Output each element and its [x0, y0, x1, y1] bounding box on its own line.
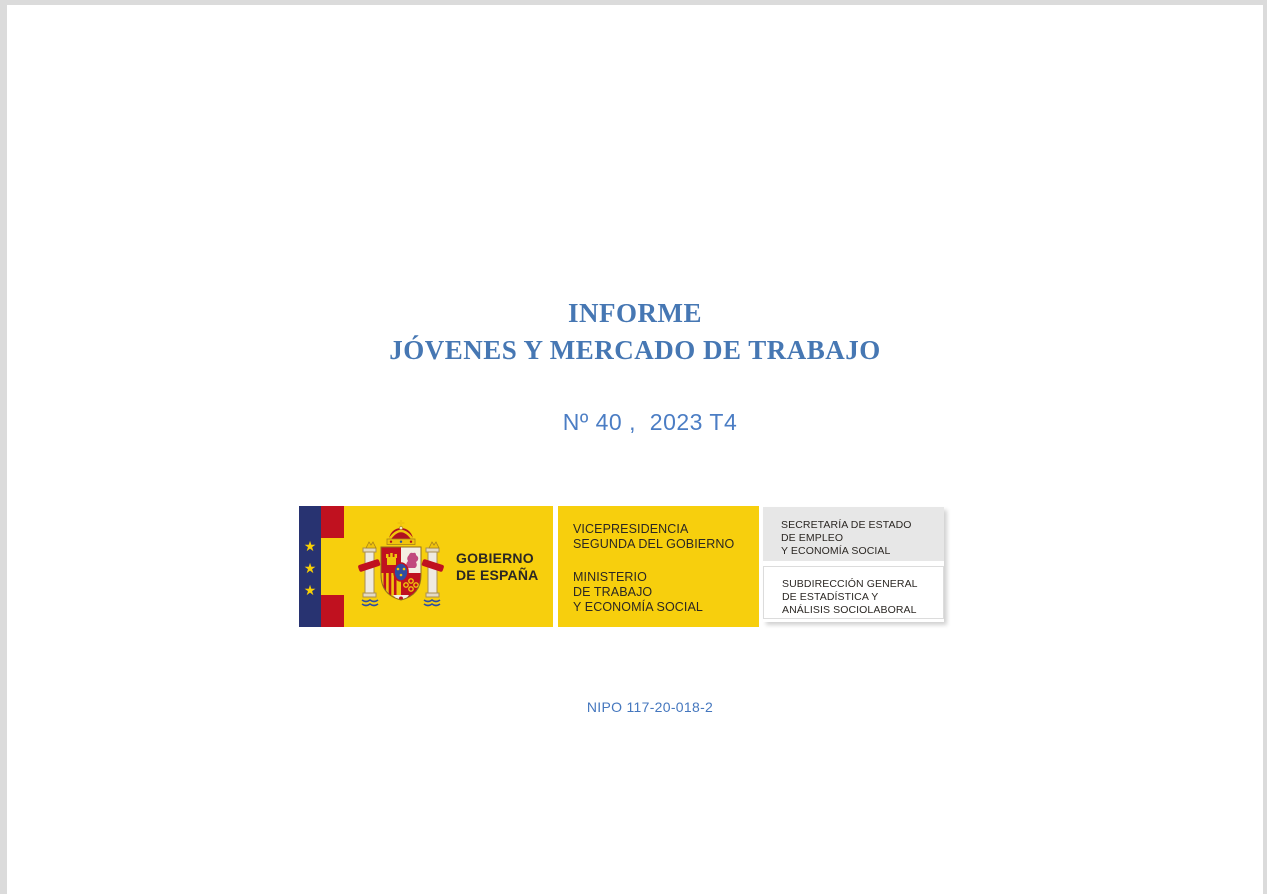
vicepresidency-line1: VICEPRESIDENCIA	[573, 522, 689, 536]
government-logo	[299, 506, 944, 627]
secretariat-column	[763, 507, 944, 622]
flag-red-stripe	[321, 595, 344, 627]
secretariat-line2: DE EMPLEO	[781, 532, 844, 544]
subdirectorate-line3: ANÁLISIS SOCIOLABORAL	[782, 604, 917, 616]
vicepresidency-label	[573, 522, 759, 552]
issue-number: Nº 40 , 2023 T4	[562, 409, 738, 435]
ministry-line3: Y ECONOMÍA SOCIAL	[573, 600, 703, 614]
eu-star-icon: ★	[303, 582, 317, 598]
spain-coat-of-arms-icon	[357, 515, 445, 619]
spain-flag-band	[321, 506, 344, 627]
gobierno-block	[344, 506, 553, 627]
ministry-line1: MINISTERIO	[573, 570, 647, 584]
secretariat-box	[763, 507, 944, 561]
eu-star-icon: ★	[303, 560, 317, 576]
report-title-line2: JÓVENES Y MERCADO DE TRABAJO	[389, 335, 881, 365]
ministry-line2: DE TRABAJO	[573, 585, 653, 599]
secretariat-line1: SECRETARÍA DE ESTADO	[781, 519, 912, 531]
gobierno-line1: GOBIERNO	[456, 549, 534, 566]
secretariat-line3: Y ECONOMÍA SOCIAL	[781, 545, 891, 557]
subdirectorate-line2: DE ESTADÍSTICA Y	[782, 591, 879, 603]
eu-star-icon: ★	[303, 538, 317, 554]
flag-red-stripe	[321, 506, 344, 538]
subdirectorate-line1: SUBDIRECCIÓN GENERAL	[782, 578, 918, 590]
report-title	[7, 295, 1263, 369]
flag-stripes	[299, 506, 344, 627]
gobierno-label	[456, 550, 538, 584]
document-page	[7, 5, 1263, 894]
ministry-block	[558, 506, 759, 627]
report-title-line1: INFORME	[568, 298, 702, 328]
vicepresidency-line2: SEGUNDA DEL GOBIERNO	[573, 537, 735, 551]
eu-stars-band	[299, 506, 321, 627]
flag-yellow-stripe	[321, 538, 344, 595]
nipo-code: NIPO 117-20-018-2	[586, 699, 714, 715]
gobierno-line2: DE ESPAÑA	[456, 566, 539, 583]
ministry-label	[573, 570, 759, 615]
subdirectorate-box	[763, 566, 944, 619]
